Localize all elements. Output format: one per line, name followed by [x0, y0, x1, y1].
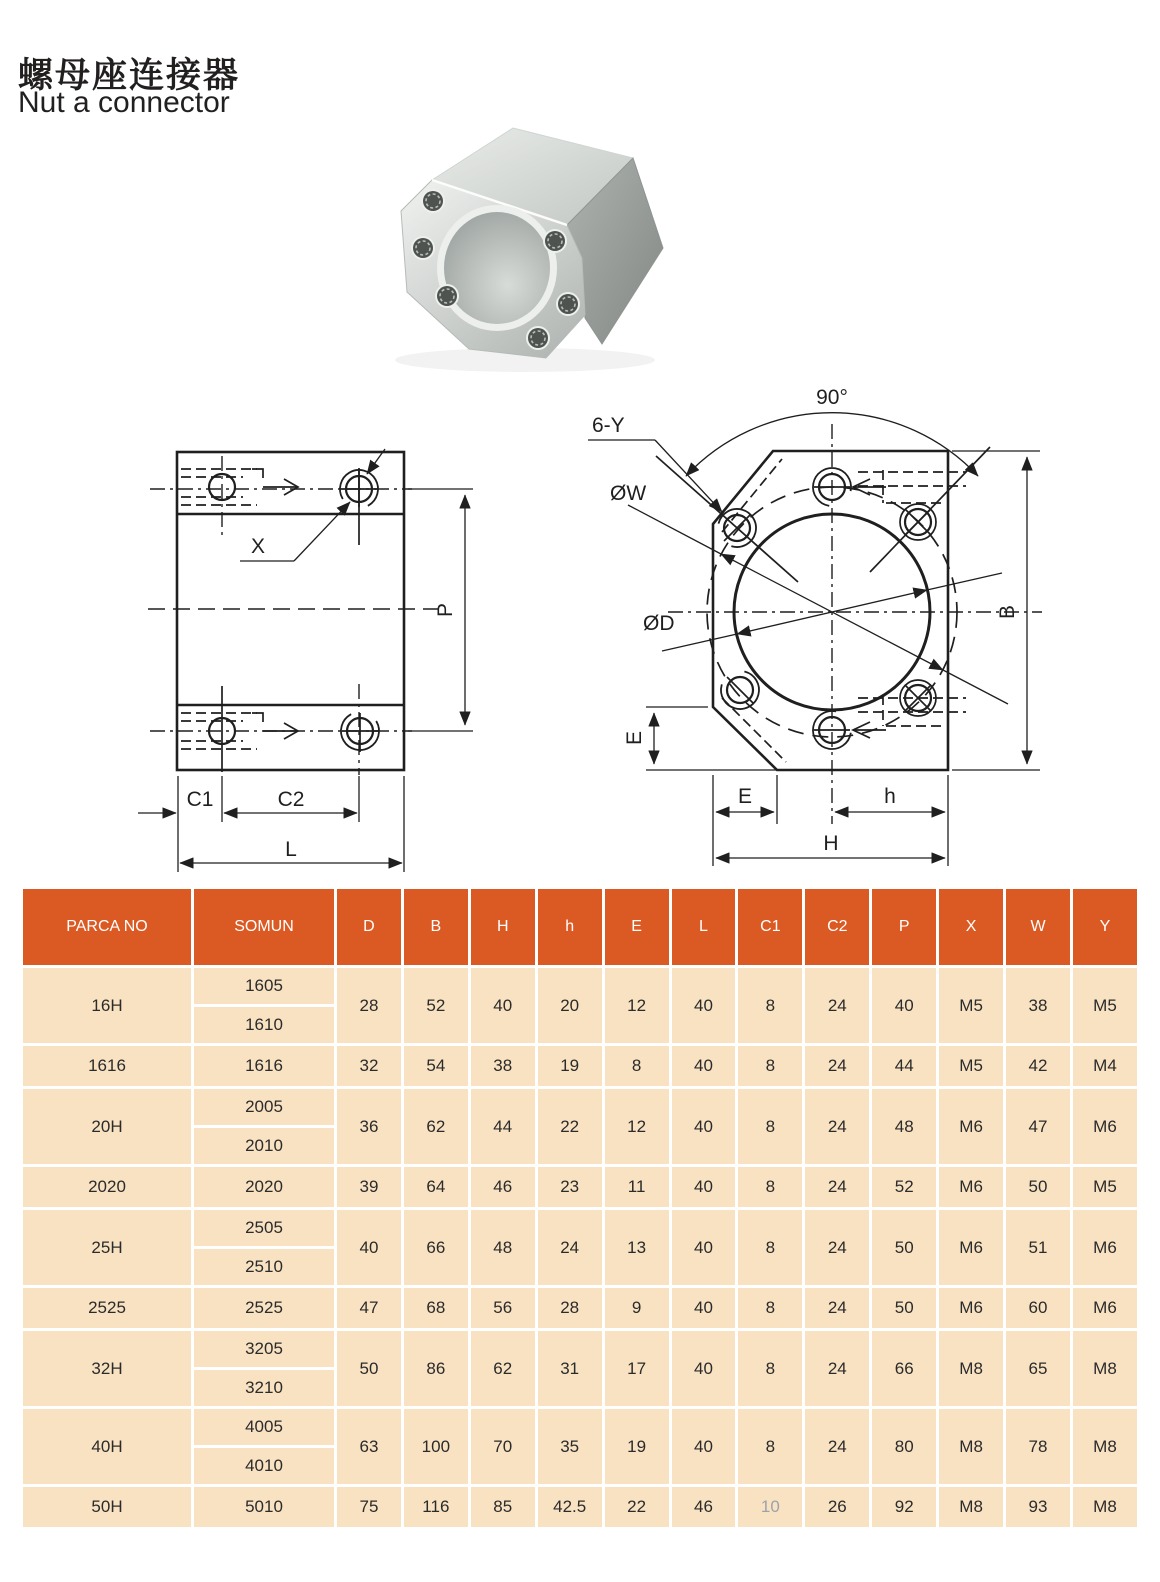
value-cell: 40	[672, 1046, 736, 1086]
value-cell: M8	[939, 1331, 1003, 1406]
somun-cell: 3210	[194, 1370, 334, 1406]
somun-cell: 4005	[194, 1409, 334, 1445]
value-cell: 17	[605, 1331, 669, 1406]
spec-table-body	[23, 968, 1137, 1527]
value-cell: 40	[672, 1331, 736, 1406]
value-cell: 48	[872, 1089, 936, 1164]
column-header: SOMUN	[194, 889, 334, 965]
value-cell: 100	[404, 1409, 468, 1484]
parca-no-cell: 50H	[23, 1487, 191, 1527]
value-cell: 40	[672, 968, 736, 1043]
value-cell: 24	[805, 1046, 869, 1086]
table-row	[23, 1167, 1137, 1207]
value-cell: 40	[672, 1210, 736, 1285]
product-photo	[370, 108, 670, 380]
value-cell: 40	[672, 1288, 736, 1328]
parca-no-cell: 20H	[23, 1089, 191, 1164]
value-cell: M4	[1073, 1046, 1137, 1086]
parca-no-cell: 32H	[23, 1331, 191, 1406]
somun-cell: 2525	[194, 1288, 334, 1328]
somun-cell: 3205	[194, 1331, 334, 1367]
b-dim-label: B	[996, 604, 1019, 620]
value-cell: 8	[738, 1046, 802, 1086]
value-cell: 52	[404, 968, 468, 1043]
value-cell: 39	[337, 1167, 401, 1207]
value-cell: 54	[404, 1046, 468, 1086]
value-cell: 10	[738, 1487, 802, 1527]
value-cell: M8	[1073, 1409, 1137, 1484]
l-dim-label: L	[285, 838, 297, 861]
value-cell: 46	[471, 1167, 535, 1207]
value-cell: 8	[738, 1409, 802, 1484]
technical-drawings	[0, 375, 1160, 885]
value-cell: M8	[1073, 1487, 1137, 1527]
somun-cell: 2005	[194, 1089, 334, 1125]
value-cell: 42.5	[538, 1487, 602, 1527]
column-header: Y	[1073, 889, 1137, 965]
column-header: PARCA NO	[23, 889, 191, 965]
value-cell: 52	[872, 1167, 936, 1207]
column-header: H	[471, 889, 535, 965]
somun-cell: 2510	[194, 1249, 334, 1285]
somun-cell: 1605	[194, 968, 334, 1004]
value-cell: 36	[337, 1089, 401, 1164]
somun-cell: 4010	[194, 1448, 334, 1484]
value-cell: 85	[471, 1487, 535, 1527]
nut-housing-block	[395, 128, 663, 372]
value-cell: 12	[605, 1089, 669, 1164]
value-cell: 22	[538, 1089, 602, 1164]
value-cell: 44	[872, 1046, 936, 1086]
value-cell: 93	[1006, 1487, 1070, 1527]
value-cell: 28	[538, 1288, 602, 1328]
value-cell: 8	[738, 968, 802, 1043]
value-cell: 20	[538, 968, 602, 1043]
column-header: X	[939, 889, 1003, 965]
value-cell: M6	[1073, 1210, 1137, 1285]
angle-label: 90°	[816, 386, 848, 409]
value-cell: 66	[404, 1210, 468, 1285]
value-cell: 26	[805, 1487, 869, 1527]
value-cell: 48	[471, 1210, 535, 1285]
value-cell: 12	[605, 968, 669, 1043]
somun-cell: 2505	[194, 1210, 334, 1246]
value-cell: 70	[471, 1409, 535, 1484]
somun-cell: 1610	[194, 1007, 334, 1043]
value-cell: 75	[337, 1487, 401, 1527]
value-cell: 66	[872, 1331, 936, 1406]
c1-dim-label: C1	[186, 788, 214, 811]
value-cell: 50	[872, 1210, 936, 1285]
header-row	[23, 889, 1137, 965]
value-cell: 31	[538, 1331, 602, 1406]
value-cell: 24	[805, 1167, 869, 1207]
value-cell: 116	[404, 1487, 468, 1527]
value-cell: 62	[404, 1089, 468, 1164]
parca-no-cell: 2020	[23, 1167, 191, 1207]
value-cell: 24	[805, 1210, 869, 1285]
value-cell: 65	[1006, 1331, 1070, 1406]
parca-no-cell: 1616	[23, 1046, 191, 1086]
table-row	[23, 1409, 1137, 1445]
value-cell: 86	[404, 1331, 468, 1406]
value-cell: M5	[1073, 1167, 1137, 1207]
column-header: D	[337, 889, 401, 965]
c2-dim-label: C2	[277, 788, 305, 811]
somun-cell: 1616	[194, 1046, 334, 1086]
hole-callout-label: 6-Y	[592, 414, 625, 437]
value-cell: 68	[404, 1288, 468, 1328]
column-header: h	[538, 889, 602, 965]
spec-table-header	[23, 889, 1137, 965]
p-dim-label: P	[434, 602, 457, 618]
value-cell: M8	[1073, 1331, 1137, 1406]
spec-table	[20, 886, 1140, 1530]
front-view-drawing	[588, 386, 1042, 866]
value-cell: 44	[471, 1089, 535, 1164]
value-cell: 13	[605, 1210, 669, 1285]
column-header: P	[872, 889, 936, 965]
table-row	[23, 1046, 1137, 1086]
value-cell: 8	[738, 1210, 802, 1285]
table-row	[23, 1089, 1137, 1125]
e-side-dim-label: E	[623, 730, 646, 746]
bore-dia-label: ØD	[643, 612, 675, 635]
value-cell: 60	[1006, 1288, 1070, 1328]
value-cell: M8	[939, 1409, 1003, 1484]
e-bottom-dim-label: E	[737, 785, 753, 808]
value-cell: 42	[1006, 1046, 1070, 1086]
bore	[444, 212, 550, 324]
table-row	[23, 1288, 1137, 1328]
value-cell: M5	[939, 1046, 1003, 1086]
value-cell: M5	[939, 968, 1003, 1043]
value-cell: 24	[805, 1409, 869, 1484]
value-cell: 64	[404, 1167, 468, 1207]
table-row	[23, 968, 1137, 1004]
value-cell: 78	[1006, 1409, 1070, 1484]
table-row	[23, 1487, 1137, 1527]
value-cell: 46	[672, 1487, 736, 1527]
h-big-dim-label: H	[823, 832, 839, 855]
page-title-zh: 螺母座连接器	[18, 56, 241, 95]
value-cell: 22	[605, 1487, 669, 1527]
x-hole-label: X	[250, 535, 266, 558]
value-cell: 50	[337, 1331, 401, 1406]
value-cell: 24	[805, 968, 869, 1043]
value-cell: 24	[805, 1288, 869, 1328]
somun-cell: 5010	[194, 1487, 334, 1527]
value-cell: 38	[1006, 968, 1070, 1043]
value-cell: 8	[738, 1331, 802, 1406]
parca-no-cell: 25H	[23, 1210, 191, 1285]
value-cell: 80	[872, 1409, 936, 1484]
value-cell: 23	[538, 1167, 602, 1207]
value-cell: 56	[471, 1288, 535, 1328]
side-view-drawing	[138, 449, 473, 872]
parca-no-cell: 2525	[23, 1288, 191, 1328]
parca-no-cell: 40H	[23, 1409, 191, 1484]
column-header: L	[672, 889, 736, 965]
value-cell: 24	[538, 1210, 602, 1285]
value-cell: M8	[939, 1487, 1003, 1527]
column-header: C1	[738, 889, 802, 965]
somun-cell: 2020	[194, 1167, 334, 1207]
value-cell: 50	[1006, 1167, 1070, 1207]
column-header: W	[1006, 889, 1070, 965]
value-cell: 62	[471, 1331, 535, 1406]
value-cell: 32	[337, 1046, 401, 1086]
value-cell: 8	[738, 1089, 802, 1164]
value-cell: 40	[672, 1089, 736, 1164]
value-cell: 40	[471, 968, 535, 1043]
value-cell: 40	[337, 1210, 401, 1285]
value-cell: M6	[1073, 1089, 1137, 1164]
value-cell: 40	[672, 1409, 736, 1484]
value-cell: 47	[337, 1288, 401, 1328]
somun-cell: 2010	[194, 1128, 334, 1164]
column-header: B	[404, 889, 468, 965]
value-cell: 51	[1006, 1210, 1070, 1285]
column-header: E	[605, 889, 669, 965]
value-cell: 38	[471, 1046, 535, 1086]
table-row	[23, 1331, 1137, 1367]
value-cell: 40	[872, 968, 936, 1043]
value-cell: 28	[337, 968, 401, 1043]
table-row	[23, 1210, 1137, 1246]
value-cell: 8	[738, 1288, 802, 1328]
h-small-dim-label: h	[884, 785, 896, 808]
value-cell: M5	[1073, 968, 1137, 1043]
value-cell: 24	[805, 1089, 869, 1164]
value-cell: M6	[939, 1167, 1003, 1207]
value-cell: 19	[605, 1409, 669, 1484]
value-cell: 8	[738, 1167, 802, 1207]
value-cell: 24	[805, 1331, 869, 1406]
value-cell: 92	[872, 1487, 936, 1527]
value-cell: 9	[605, 1288, 669, 1328]
parca-no-cell: 16H	[23, 968, 191, 1043]
bolt-circle-dia-label: ØW	[610, 482, 647, 505]
value-cell: 50	[872, 1288, 936, 1328]
value-cell: 47	[1006, 1089, 1070, 1164]
value-cell: M6	[939, 1089, 1003, 1164]
value-cell: 19	[538, 1046, 602, 1086]
value-cell: M6	[939, 1288, 1003, 1328]
value-cell: 8	[605, 1046, 669, 1086]
value-cell: 40	[672, 1167, 736, 1207]
value-cell: 35	[538, 1409, 602, 1484]
value-cell: 63	[337, 1409, 401, 1484]
value-cell: M6	[1073, 1288, 1137, 1328]
value-cell: 11	[605, 1167, 669, 1207]
page-title-en: Nut a connector	[18, 86, 230, 119]
column-header: C2	[805, 889, 869, 965]
value-cell: M6	[939, 1210, 1003, 1285]
